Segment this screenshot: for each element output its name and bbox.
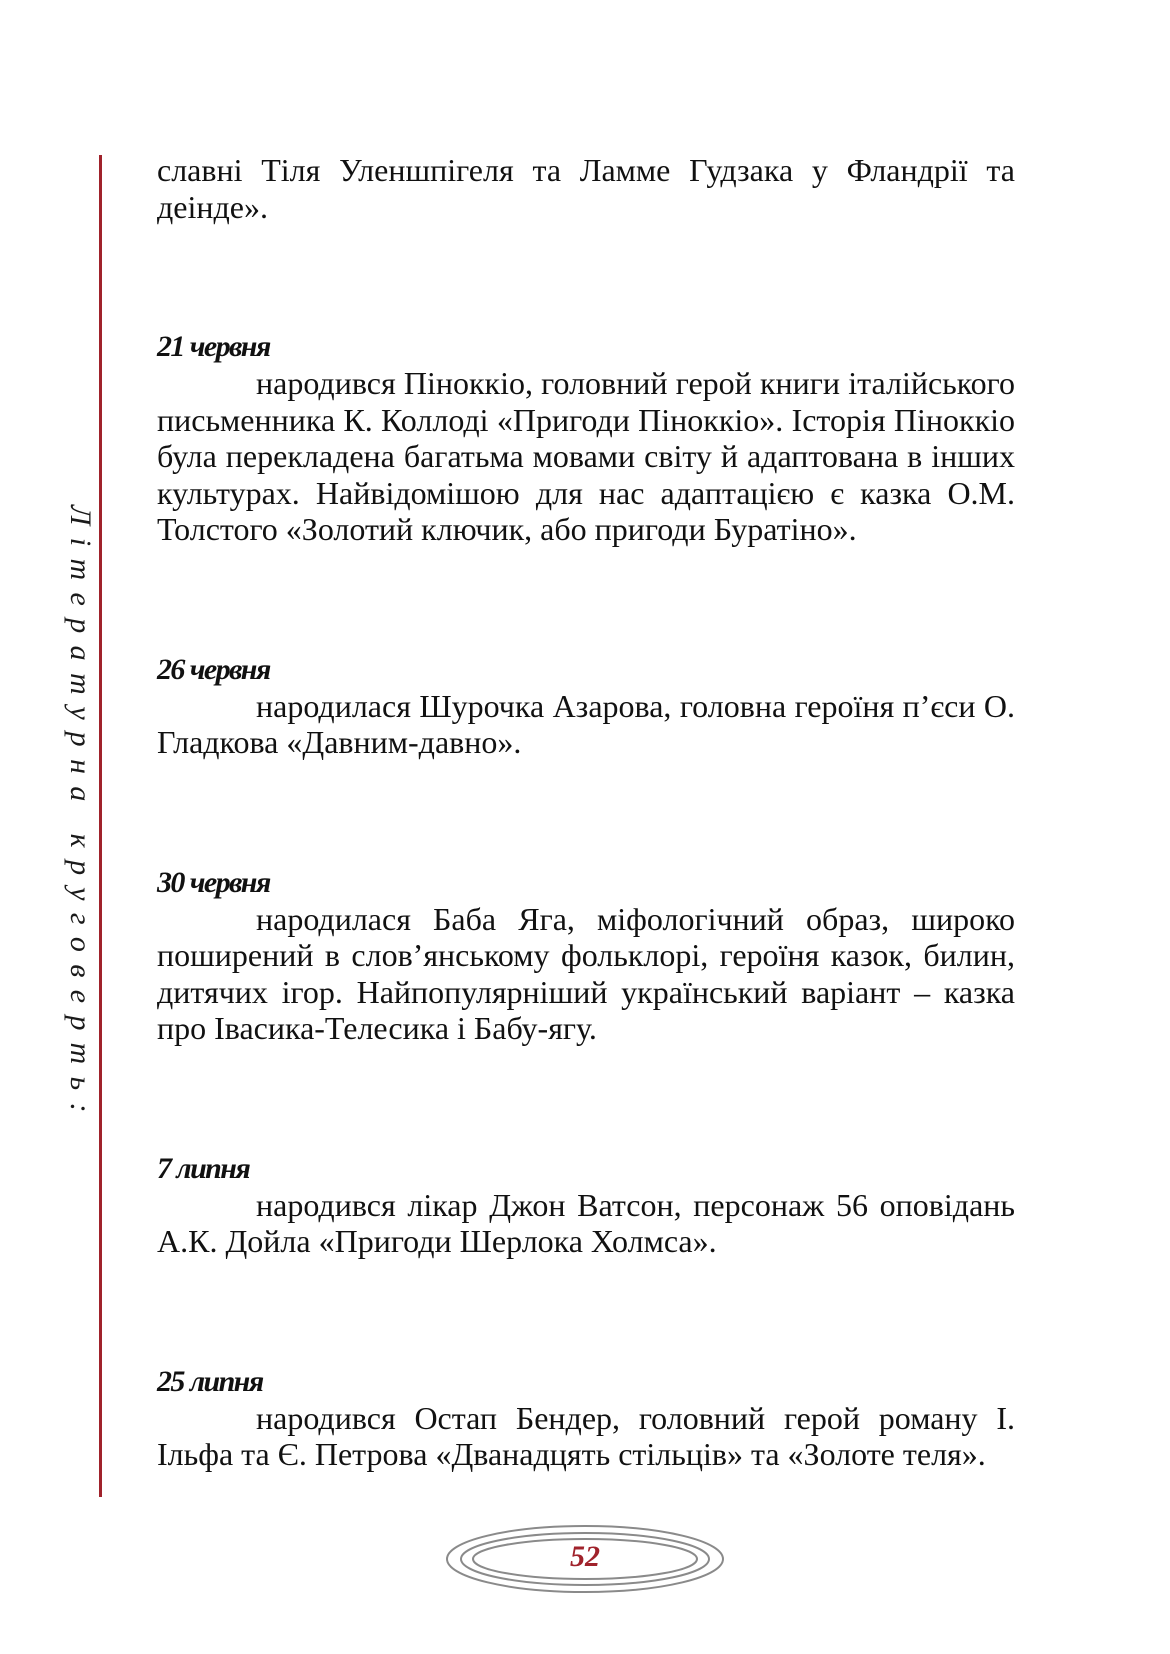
calendar-entry xyxy=(157,1364,1015,1473)
page-number-badge xyxy=(443,1522,727,1596)
entry-date: 21 червня xyxy=(157,330,270,363)
page-number: 52 xyxy=(570,1540,600,1573)
running-title: Літературна круговерть: xyxy=(64,505,97,1125)
entry-date: 30 червня xyxy=(157,865,270,899)
calendar-entry xyxy=(157,329,1015,548)
entry-text: народився лікар Джон Ватсон, персонаж 56 оповідань А.К. Дойла «Пригоди Шерлока Холмса». xyxy=(157,1186,1015,1259)
entry-date: 7 липня xyxy=(157,1151,250,1185)
calendar-entry xyxy=(157,1151,1015,1260)
entry-text: народилася Шурочка Азарова, головна героїня п’єси О. Гладкова «Давним-давно». xyxy=(157,687,1015,760)
margin-rule xyxy=(99,155,102,1497)
calendar-entry xyxy=(157,652,1015,761)
continued-paragraph: славні Тіля Уленшпігеля та Ламме Гудзака у Фландрії та деінде». xyxy=(157,152,1015,225)
entry-text: народився Піноккіо, головний герой книги італійського письменника К. Коллоді «Пригоди Піноккіо». Історія Піноккіо була перекладена багатьма мовами світу й адаптована в інших культурах. Найвідомішою для нас адаптацією є казка О.М. Толстого «Золотий ключик, або пригоди Буратіно». xyxy=(157,365,1015,547)
page-content xyxy=(157,152,1015,1473)
calendar-entry xyxy=(157,865,1015,1047)
entry-date: 25 липня xyxy=(157,1364,263,1398)
entry-text: народився Остап Бендер, головний герой роману І. Ільфа та Є. Петрова «Дванадцять стільців» та «Золоте теля». xyxy=(157,1399,1015,1472)
entry-text: народилася Баба Яга, міфологічний образ, широко поширений в слов’янському фольклорі, героїня казок, билин, дитячих ігор. Найпопулярніший український варіант – казка про Івасика-Телесика і Бабу-ягу. xyxy=(157,900,1015,1046)
entry-date: 26 червня xyxy=(157,652,270,686)
